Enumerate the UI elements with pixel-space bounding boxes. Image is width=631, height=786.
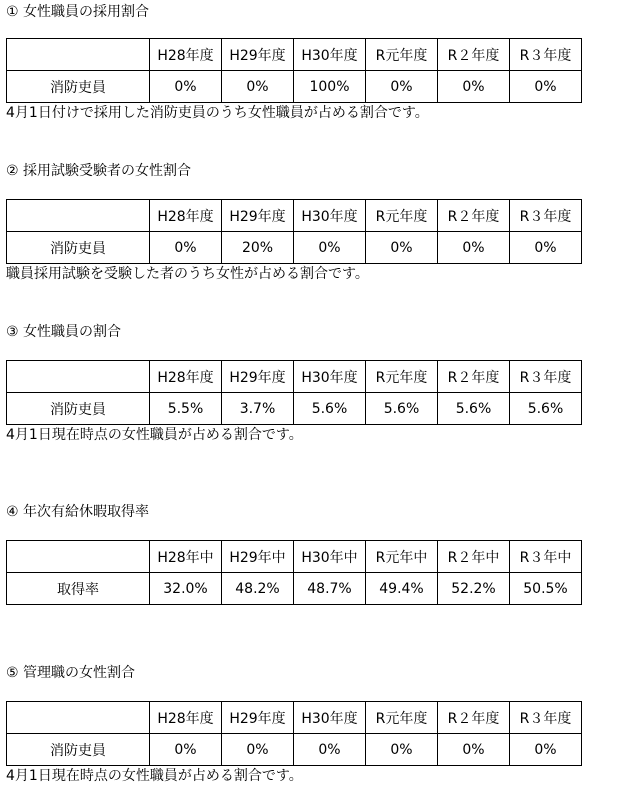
- value-cell: 0%: [510, 734, 582, 766]
- row-label-cell: 消防吏員: [7, 393, 150, 425]
- value-cell: 52.2%: [438, 573, 510, 605]
- header-cell: R２年度: [438, 200, 510, 232]
- header-cell: H28年度: [150, 39, 222, 71]
- header-cell: H28年度: [150, 702, 222, 734]
- header-cell: [7, 541, 150, 573]
- value-cell: 100%: [294, 71, 366, 103]
- header-cell: H30年中: [294, 541, 366, 573]
- value-cell: 0%: [366, 71, 438, 103]
- header-cell: R３年度: [510, 39, 582, 71]
- row-label-cell: 消防吏員: [7, 71, 150, 103]
- table-row: [7, 232, 582, 264]
- value-cell: 5.5%: [150, 393, 222, 425]
- section-2-table: [6, 199, 582, 264]
- value-cell: 0%: [150, 734, 222, 766]
- section-2-note: 職員採用試験を受験した者のうち女性が占める割合です。: [6, 266, 369, 282]
- row-label-cell: 取得率: [7, 573, 150, 605]
- section-1-note: 4月1日付けで採用した消防吏員のうち女性職員が占める割合です。: [6, 105, 429, 121]
- value-cell: 0%: [366, 734, 438, 766]
- value-cell: 0%: [150, 232, 222, 264]
- header-cell: H28年度: [150, 361, 222, 393]
- value-cell: 0%: [150, 71, 222, 103]
- header-cell: H28年中: [150, 541, 222, 573]
- section-2-title: ② 採用試験受験者の女性割合: [6, 163, 192, 179]
- value-cell: 5.6%: [294, 393, 366, 425]
- header-cell: H29年度: [222, 39, 294, 71]
- value-cell: 49.4%: [366, 573, 438, 605]
- row-label-cell: 消防吏員: [7, 232, 150, 264]
- value-cell: 5.6%: [366, 393, 438, 425]
- header-cell: R２年中: [438, 541, 510, 573]
- value-cell: 0%: [510, 232, 582, 264]
- section-3-title: ③ 女性職員の割合: [6, 324, 122, 340]
- table-header-row: [7, 702, 582, 734]
- value-cell: 32.0%: [150, 573, 222, 605]
- table-row: [7, 71, 582, 103]
- value-cell: 50.5%: [510, 573, 582, 605]
- header-cell: R３年中: [510, 541, 582, 573]
- table-header-row: [7, 541, 582, 573]
- value-cell: 0%: [510, 71, 582, 103]
- table-row: [7, 573, 582, 605]
- value-cell: 0%: [366, 232, 438, 264]
- header-cell: H28年度: [150, 200, 222, 232]
- section-4-title: ④ 年次有給休暇取得率: [6, 504, 150, 520]
- value-cell: 48.7%: [294, 573, 366, 605]
- header-cell: [7, 702, 150, 734]
- header-cell: R元年度: [366, 39, 438, 71]
- header-cell: H29年度: [222, 200, 294, 232]
- header-cell: H30年度: [294, 39, 366, 71]
- header-cell: R２年度: [438, 361, 510, 393]
- table-header-row: [7, 39, 582, 71]
- value-cell: 0%: [438, 734, 510, 766]
- table-header-row: [7, 200, 582, 232]
- header-cell: H30年度: [294, 361, 366, 393]
- header-cell: R元年度: [366, 361, 438, 393]
- table-row: [7, 393, 582, 425]
- section-1-table: [6, 38, 582, 103]
- value-cell: 20%: [222, 232, 294, 264]
- header-cell: [7, 39, 150, 71]
- section-5-note: 4月1日現在時点の女性職員が占める割合です。: [6, 768, 303, 784]
- value-cell: 48.2%: [222, 573, 294, 605]
- header-cell: [7, 361, 150, 393]
- header-cell: H29年度: [222, 702, 294, 734]
- section-5-title: ⑤ 管理職の女性割合: [6, 665, 136, 681]
- header-cell: H29年中: [222, 541, 294, 573]
- value-cell: 5.6%: [438, 393, 510, 425]
- value-cell: 0%: [222, 734, 294, 766]
- header-cell: H29年度: [222, 361, 294, 393]
- table-header-row: [7, 361, 582, 393]
- section-3-table: [6, 360, 582, 425]
- row-label-cell: 消防吏員: [7, 734, 150, 766]
- value-cell: 0%: [222, 71, 294, 103]
- header-cell: H30年度: [294, 702, 366, 734]
- header-cell: R元年度: [366, 702, 438, 734]
- header-cell: R元年中: [366, 541, 438, 573]
- value-cell: 0%: [438, 71, 510, 103]
- section-3-note: 4月1日現在時点の女性職員が占める割合です。: [6, 427, 303, 443]
- header-cell: R２年度: [438, 702, 510, 734]
- value-cell: 0%: [294, 232, 366, 264]
- header-cell: R３年度: [510, 702, 582, 734]
- value-cell: 0%: [438, 232, 510, 264]
- section-4-table: [6, 540, 582, 605]
- section-5-table: [6, 701, 582, 766]
- header-cell: R２年度: [438, 39, 510, 71]
- header-cell: H30年度: [294, 200, 366, 232]
- header-cell: R３年度: [510, 200, 582, 232]
- header-cell: [7, 200, 150, 232]
- value-cell: 0%: [294, 734, 366, 766]
- value-cell: 3.7%: [222, 393, 294, 425]
- header-cell: R３年度: [510, 361, 582, 393]
- header-cell: R元年度: [366, 200, 438, 232]
- value-cell: 5.6%: [510, 393, 582, 425]
- section-1-title: ① 女性職員の採用割合: [6, 4, 150, 20]
- table-row: [7, 734, 582, 766]
